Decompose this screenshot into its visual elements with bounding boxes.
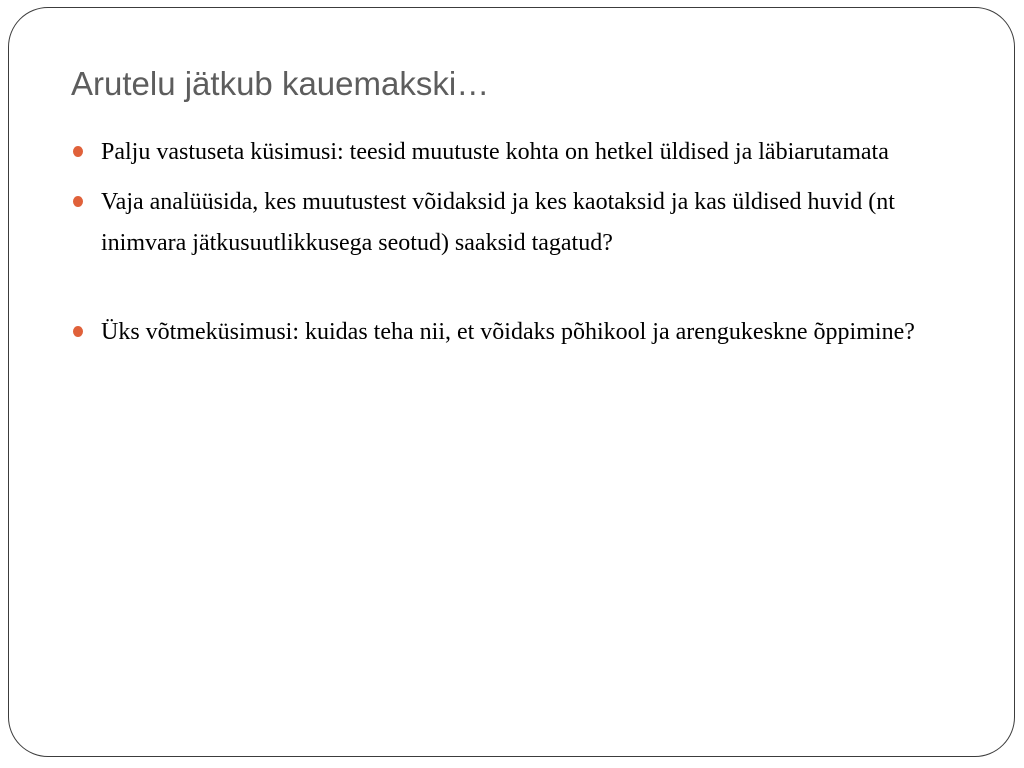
bullet-dot-icon [73,146,83,157]
bullet-item [101,132,961,173]
bullet-dot-icon [73,196,83,207]
bullet-text: Palju vastuseta küsimusi: teesid muutuste kohta on hetkel üldised ja läbiarutamata [101,139,889,165]
bullet-text: Vaja analüüsida, kes muutustest võidaksid ja kes kaotaksid ja kas üldised huvid (nt inimvara jätkusuutlikkusega seotud) saaksid tagatud? [101,189,895,256]
bullet-list [101,132,961,353]
bullet-text: Üks võtmeküsimusi: kuidas teha nii, et võidaks põhikool ja arengukeskne õppimine? [101,319,915,345]
slide-title: Arutelu jätkub kauemakski… [71,65,490,102]
bullet-dot-icon [73,326,83,337]
slide-frame [8,7,1015,757]
bullet-item [101,182,961,264]
bullet-item [101,312,961,353]
